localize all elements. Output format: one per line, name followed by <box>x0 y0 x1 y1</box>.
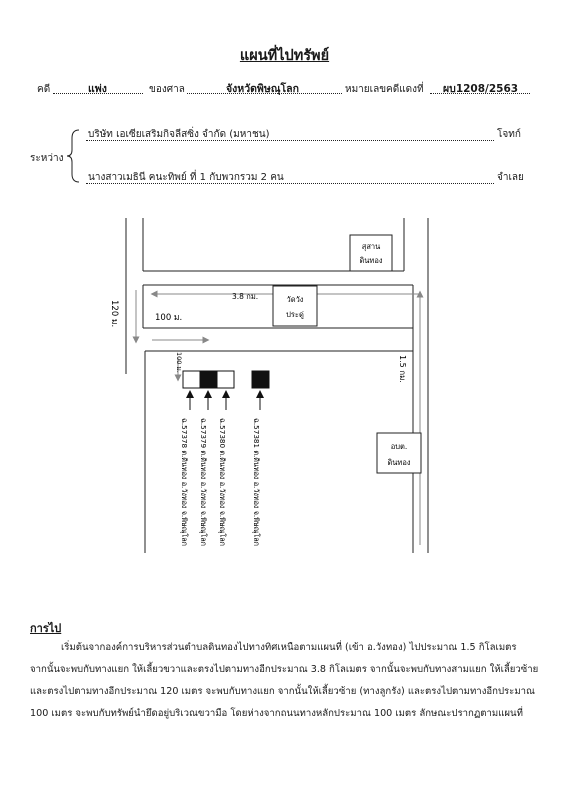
plot-57381 <box>252 371 269 388</box>
plot-pointer-arrows <box>190 394 260 410</box>
landmark-office-line2: ดินทอง <box>359 256 383 265</box>
defendant-name: นางสาวเมธินี ฅนะทิพย์ ที่ 1 กับพวกรวม 2 คน <box>88 172 284 183</box>
landmark-temple-line1: วัดวัง <box>286 295 304 304</box>
distance-3-8km: 3.8 กม. <box>232 292 259 301</box>
directions-heading: การไป <box>30 622 62 635</box>
defendant-label: จำเลย <box>497 172 524 183</box>
land-plots <box>183 371 269 388</box>
between-label: ระหว่าง <box>30 153 64 164</box>
case-label: คดี <box>37 84 51 95</box>
landmark-sao-box <box>377 433 421 473</box>
plot-57378 <box>183 371 200 388</box>
plaintiff-label: โจทก์ <box>497 129 521 140</box>
distance-120m: 120 ม. <box>109 300 119 328</box>
landmark-sao-line1: อบต. <box>390 442 408 451</box>
court-name: จังหวัดพิษณุโลก <box>226 83 299 95</box>
directions-line-3: และตรงไปตามทางอีกประมาณ 120 เมตร จะพบกับทางแยก จากนั้นให้เลี้ยวซ้าย (ทางลูกรัง) และตรงไปตามทางอีกประมาณ <box>30 686 535 697</box>
landmark-office-line1: สุสาน <box>361 242 381 251</box>
document-title: แผนที่ไปทรัพย์ <box>239 48 330 64</box>
plot-label-57381: ฉ.57381 ต.ดินทอง อ.วังทอง จ.พิษณุโลก <box>252 418 261 546</box>
plot-57379 <box>200 371 217 388</box>
directions-line-4: 100 เมตร จะพบกับทรัพย์นำยึดอยู่บริเวณขวามือ โดยห่างจากถนนทางหลักประมาณ 100 เมตร ลักษณะปรากฏตามแผนที่ <box>30 708 523 719</box>
plot-57380 <box>217 371 234 388</box>
case-type: แพ่ง <box>88 83 107 95</box>
case-number-label: หมายเลขคดีแดงที่ <box>345 84 424 95</box>
directions-line-1: เริ่มต้นจากองค์การบริหารส่วนตำบลดินทองไปทางทิศเหนือตามแผนที่ (เข้า อ.วังทอง) ไปประมาณ 1.5 กิโลเมตร <box>61 642 517 653</box>
landmark-office-box <box>350 235 392 271</box>
distance-100m: 100 ม. <box>155 313 183 323</box>
plot-label-57378: ฉ.57378 ต.ดินทอง อ.วังทอง จ.พิษณุโลก <box>180 418 189 546</box>
landmark-sao-line2: ดินทอง <box>387 458 411 467</box>
distance-1-5km: 1.5 กม. <box>398 355 407 383</box>
landmark-temple-box <box>273 286 317 326</box>
case-number: ผบ1208/2563 <box>443 83 519 95</box>
plot-label-57380: ฉ.57380 ต.ดินทอง อ.วังทอง จ.พิษณุโลก <box>218 418 227 546</box>
court-label: ของศาล <box>149 84 185 95</box>
directions-line-2: จากนั้นจะพบกับทางแยก ให้เลี้ยวขวาและตรงไปตามทางอีกประมาณ 3.8 กิโลเมตร จากนั้นจะพบกับทางสามแยก ให้เลี้ยวซ้าย <box>30 664 539 675</box>
plaintiff-name: บริษัท เอเซียเสริมกิจลีสซิ่ง จำกัด (มหาชน) <box>88 129 270 140</box>
landmark-temple-line2: ประดู่ <box>286 310 304 319</box>
distance-100m-vertical: 100 ม. <box>175 352 183 373</box>
plot-label-57379: ฉ.57379 ต.ดินทอง อ.วังทอง จ.พิษณุโลก <box>199 418 208 546</box>
